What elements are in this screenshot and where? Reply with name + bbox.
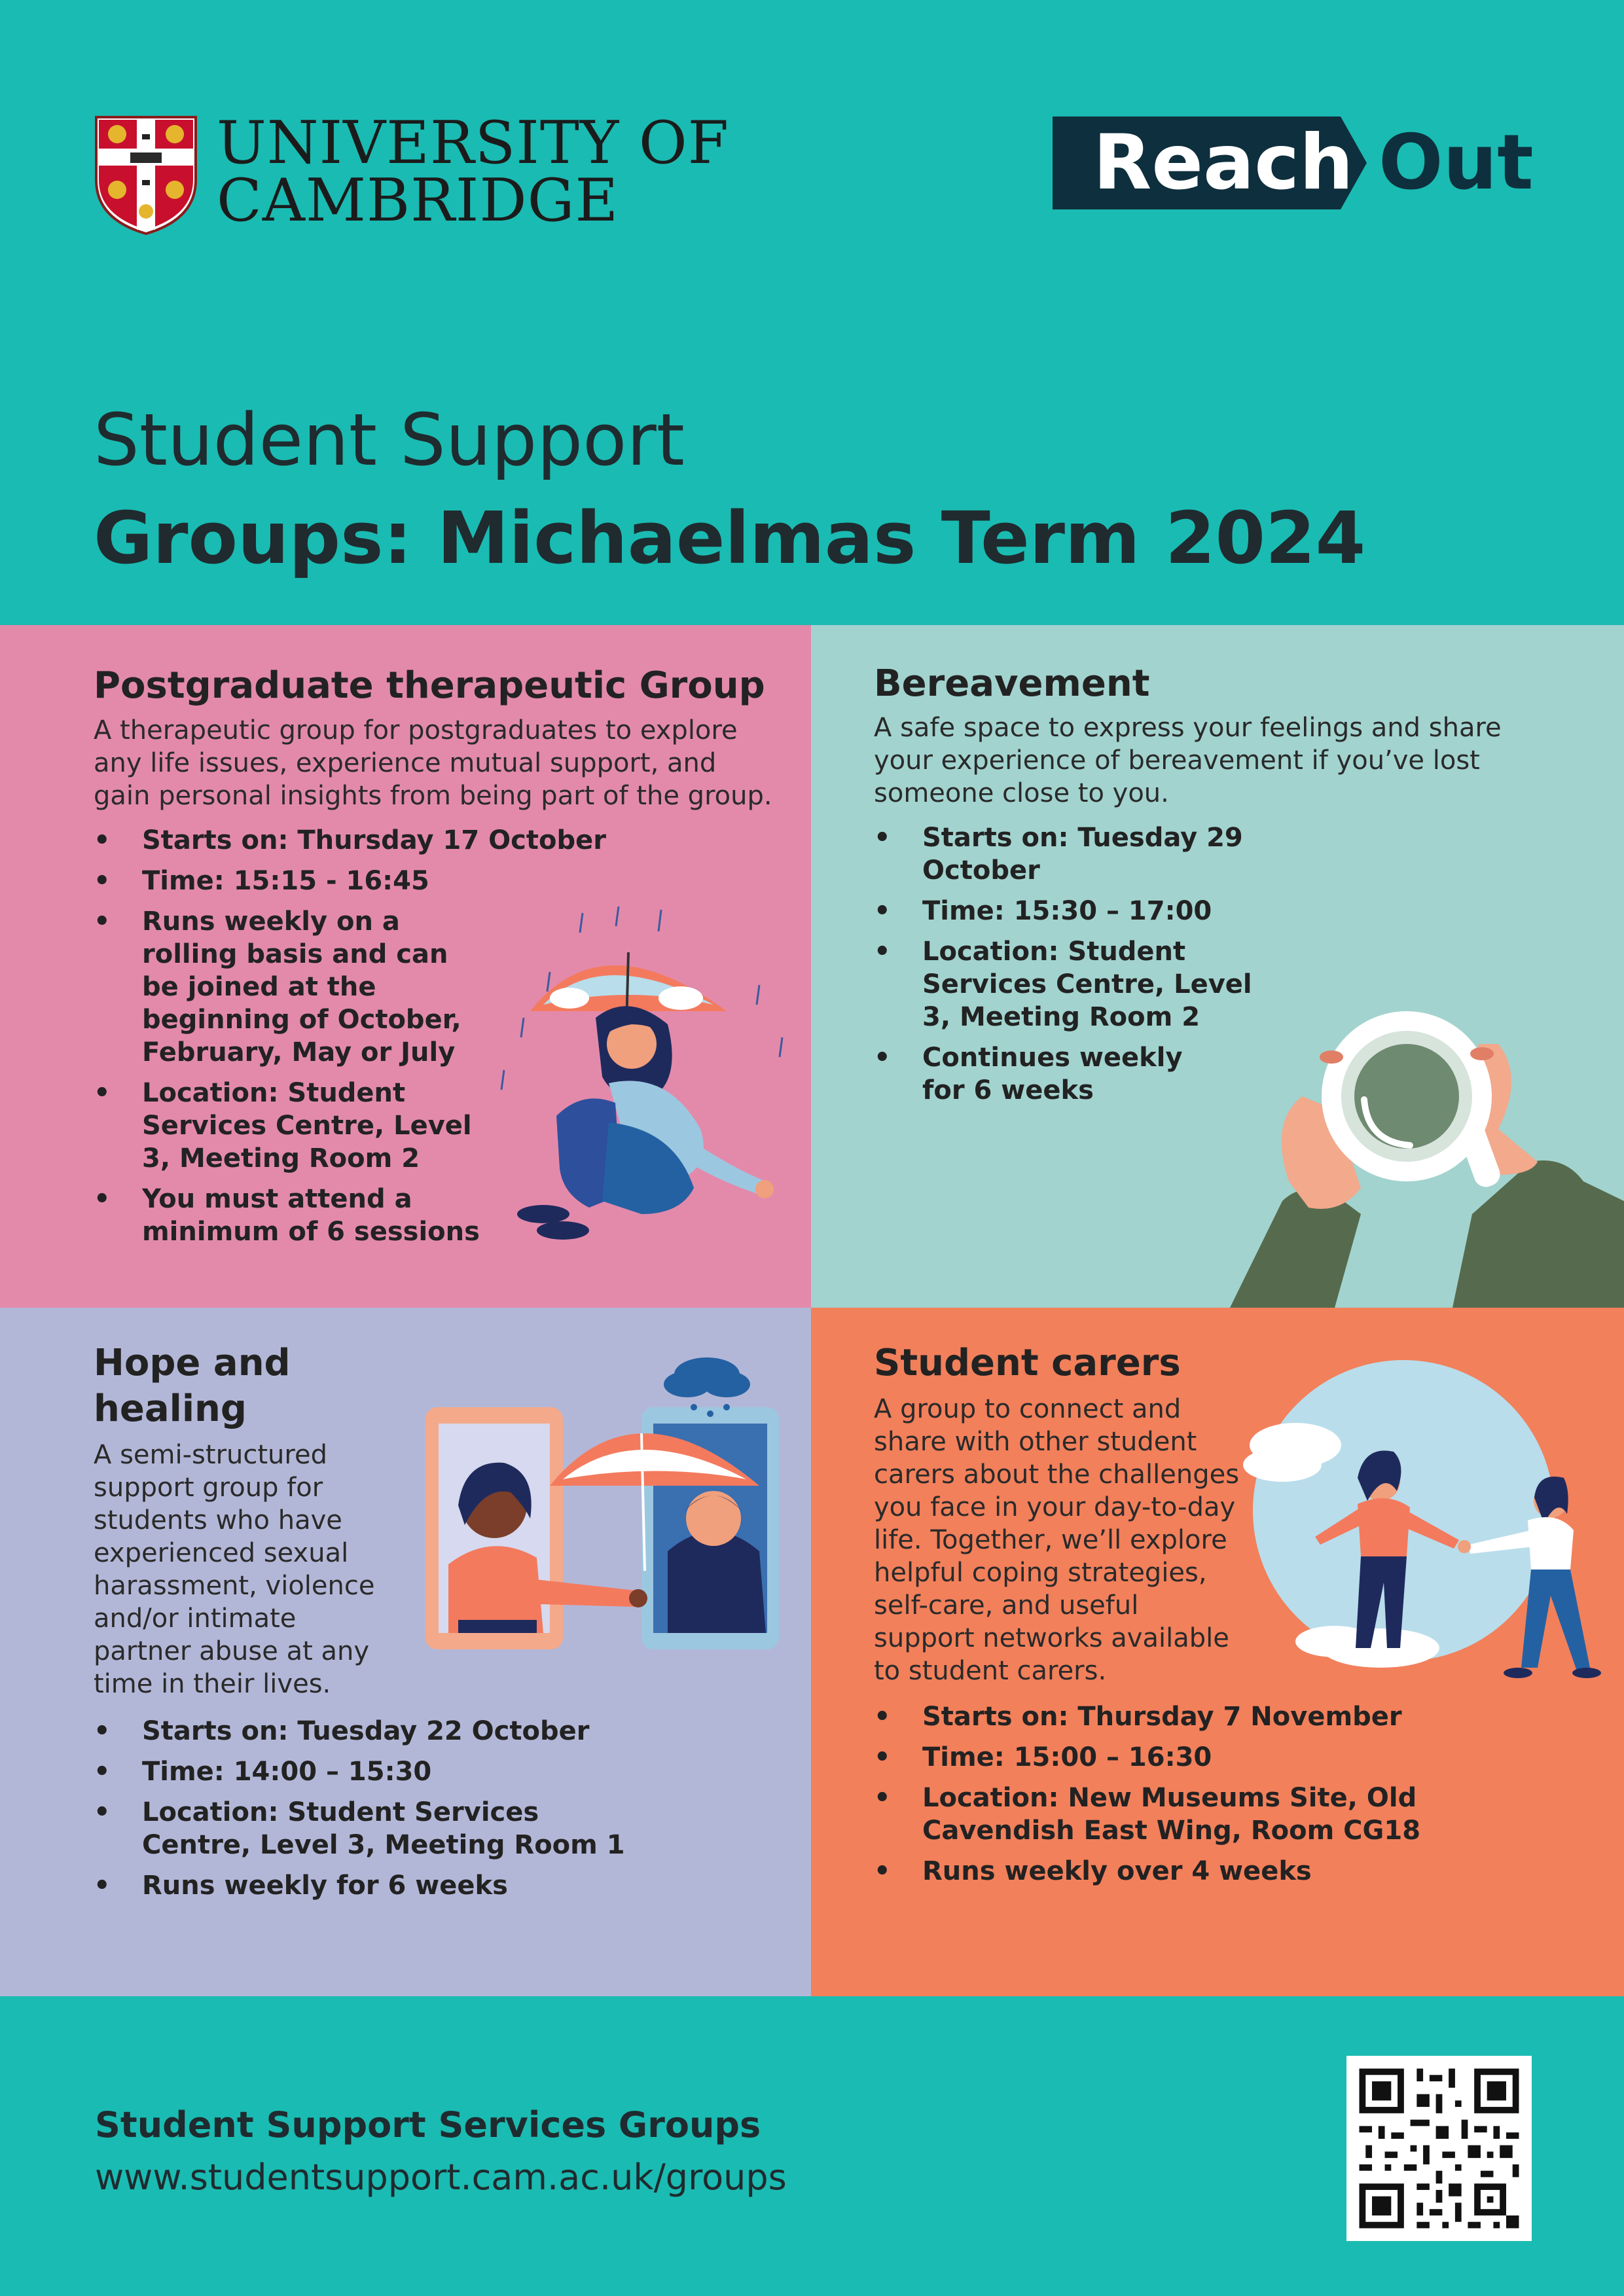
page-title-line1: Student Support bbox=[94, 398, 685, 482]
detail-time: • Time: 15:15 - 16:45 bbox=[94, 865, 513, 897]
detail-location: • Location: Student Services Centre, Level 3, Meeting Room 1 bbox=[94, 1796, 640, 1861]
detail-duration: • Runs weekly for 6 weeks bbox=[94, 1869, 748, 1902]
group-description: A group to connect and share with other student carers about the challenges you face in your day-to-day life. Together, we’ll explore helpful coping strategies, self-care, and useful support networks available to student carers. bbox=[874, 1394, 1240, 1686]
group-description: A semi-structured support group for students who have experienced sexual harassment, violence and/or intimate partner abuse at any time in their lives. bbox=[94, 1440, 375, 1699]
panel-hope-and-healing-group bbox=[0, 1308, 811, 1996]
footer-title: Student Support Services Groups bbox=[95, 2104, 761, 2145]
panel-bereavement-group bbox=[811, 625, 1624, 1308]
group-title: Student carers bbox=[874, 1342, 1181, 1384]
footer-url-link[interactable]: www.studentsupport.cam.ac.uk/groups bbox=[95, 2157, 787, 2198]
detail-time: • Time: 15:30 – 17:00 bbox=[874, 895, 1293, 927]
page-title-line2: Groups: Michaelmas Term 2024 bbox=[94, 496, 1366, 580]
woman-under-umbrella-icon bbox=[484, 906, 799, 1247]
university-wordmark bbox=[217, 109, 730, 235]
phones-with-umbrella-icon bbox=[419, 1355, 785, 1656]
detail-location: • Location: Student Services Centre, Level 3, Meeting Room 2 bbox=[94, 1077, 482, 1175]
qr-code-icon[interactable] bbox=[1346, 2056, 1532, 2241]
group-title: Postgraduate therapeutic Group bbox=[94, 664, 765, 707]
panel-student-carers-group bbox=[811, 1308, 1624, 1996]
detail-location: • Location: Student Services Centre, Level 3, Meeting Room 2 bbox=[874, 935, 1276, 1033]
panel-postgraduate-group bbox=[0, 625, 811, 1308]
detail-frequency: • Runs weekly on a rolling basis and can be joined at the beginning of October, February, May or July bbox=[94, 905, 489, 1069]
university-line1: UNIVERSITY OF bbox=[217, 109, 730, 177]
cambridge-crest-icon bbox=[94, 115, 198, 236]
detail-duration: • Runs weekly over 4 weeks bbox=[874, 1855, 1561, 1888]
detail-start: • Starts on: Thursday 7 November bbox=[874, 1700, 1561, 1733]
people-holding-hands-icon bbox=[1243, 1360, 1610, 1700]
detail-attendance: • You must attend a minimum of 6 sessions bbox=[94, 1183, 482, 1248]
detail-location: • Location: New Museums Site, Old Cavendish East Wing, Room CG18 bbox=[874, 1782, 1538, 1847]
detail-start: • Starts on: Thursday 17 October bbox=[94, 824, 731, 857]
university-logo bbox=[94, 109, 730, 239]
group-details-list bbox=[94, 824, 606, 1256]
detail-start: • Starts on: Tuesday 22 October bbox=[94, 1715, 748, 1748]
university-line2: CAMBRIDGE bbox=[217, 166, 619, 235]
group-details-list bbox=[874, 1700, 1561, 1895]
header bbox=[0, 0, 1624, 625]
reach-word: Reach bbox=[1093, 118, 1354, 207]
hands-holding-cup-icon bbox=[1191, 965, 1624, 1308]
group-title: Hope and healing bbox=[94, 1342, 291, 1430]
reach-out-logo bbox=[1053, 117, 1534, 209]
group-details-list bbox=[94, 1715, 748, 1910]
group-title: Bereavement bbox=[874, 662, 1150, 705]
detail-time: • Time: 14:00 – 15:30 bbox=[94, 1755, 748, 1788]
group-description: A therapeutic group for postgraduates to explore any life issues, experience mutual support, and gain personal insights from being part of the group. bbox=[94, 715, 772, 811]
group-description: A safe space to express your feelings and share your experience of bereavement if you’ve lost someone close to you. bbox=[874, 713, 1502, 808]
detail-time: • Time: 15:00 – 16:30 bbox=[874, 1741, 1561, 1774]
detail-duration: • Continues weekly for 6 weeks bbox=[874, 1041, 1223, 1107]
detail-start: • Starts on: Tuesday 29 October bbox=[874, 821, 1293, 887]
out-word: Out bbox=[1379, 118, 1534, 207]
